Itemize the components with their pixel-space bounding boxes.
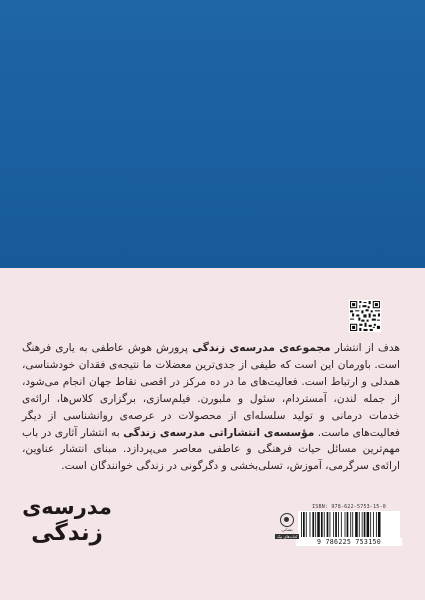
barcode-bar bbox=[364, 512, 366, 537]
description-paragraph-1: پرورش هوش عاطفی به یاری فرهنگ است. باورمان این است که طیفی از جدی‌ترین معضلات ما نتیجه‌ی فقدان خودشناسی، همدلی و ارتباط است. فعالیت‌های ما در ده مرکز در اقصی نقاط جهان انجام می‌شود، از جمله لندن، آمستردام، سئول و ملبورن. فیلم‌سازی، برگزاری کلاس‌ها، ارائه‌ی خدمات درمانی و تولید سلسله‌ای از محصولات در عرصه‌ی روانشناسی از دیگر فعالیت‌های ماست. bbox=[22, 342, 400, 439]
back-cover-description bbox=[22, 340, 400, 475]
barcode-bar bbox=[317, 512, 320, 537]
publisher-tag: کتاب‌های نیک bbox=[276, 534, 298, 539]
barcode-bar bbox=[341, 512, 342, 537]
barcode-bar bbox=[303, 512, 305, 537]
barcode-bar bbox=[310, 512, 311, 537]
publisher-name: نشانی bbox=[281, 528, 293, 533]
barcode-bar bbox=[376, 512, 377, 537]
isbn-barcode-block bbox=[276, 504, 404, 546]
barcode-bar bbox=[350, 512, 351, 537]
isbn-label: ISBN: 978-622-5753-15-0 bbox=[312, 504, 386, 510]
barcode-icon bbox=[298, 511, 400, 538]
barcode-bar bbox=[373, 512, 374, 537]
barcode-bar bbox=[312, 512, 314, 537]
description-institute-name: مؤسسه‌ی انتشاراتی مدرسه‌ی زندگی bbox=[123, 426, 315, 439]
barcode-bar bbox=[333, 512, 334, 537]
barcode-bar bbox=[347, 512, 349, 537]
barcode-bar bbox=[352, 512, 353, 537]
barcode-bar bbox=[315, 512, 316, 537]
publisher-seal bbox=[276, 513, 298, 539]
barcode-bar bbox=[362, 512, 363, 537]
logo-line-1: مدرسه‌ی bbox=[22, 495, 112, 519]
barcode-bar bbox=[345, 512, 346, 537]
qr-code bbox=[349, 300, 381, 332]
barcode-digits: 9 786225 753150 bbox=[296, 538, 402, 546]
barcode-bar bbox=[321, 512, 323, 537]
barcode-bar bbox=[370, 512, 371, 537]
barcode-bar bbox=[355, 512, 358, 537]
barcode-bar bbox=[327, 512, 329, 537]
barcode-bar bbox=[306, 512, 307, 537]
barcode-bar bbox=[301, 512, 302, 537]
barcode-bar bbox=[324, 512, 325, 537]
qr-code-icon bbox=[350, 301, 380, 331]
cover-color-band bbox=[0, 0, 425, 268]
description-paragraph-2: به انتشار آثاری در باب مهم‌ترین مسائل حیات فرهنگی و عاطفی معاصر می‌پردازد. مبنای انتشار عناوین، ارائه‌ی سرگرمی، آموزش، تسلی‌بخشی و دگرگونی در زندگی خوانندگان است. bbox=[22, 426, 400, 473]
barcode-bar bbox=[338, 512, 339, 537]
barcode-bar bbox=[359, 512, 360, 537]
logo-line-2: زندگی bbox=[31, 520, 103, 546]
publisher-seal-icon bbox=[280, 513, 294, 527]
barcode bbox=[298, 511, 400, 538]
barcode-bar bbox=[335, 512, 337, 537]
description-series-name: مجموعه‌ی مدرسه‌ی زندگی bbox=[192, 342, 331, 354]
barcode-bar bbox=[330, 512, 331, 537]
barcode-bar bbox=[378, 512, 381, 537]
publisher-logo bbox=[22, 494, 112, 546]
description-intro: هدف از انتشار bbox=[330, 342, 400, 354]
barcode-bar bbox=[367, 512, 370, 537]
